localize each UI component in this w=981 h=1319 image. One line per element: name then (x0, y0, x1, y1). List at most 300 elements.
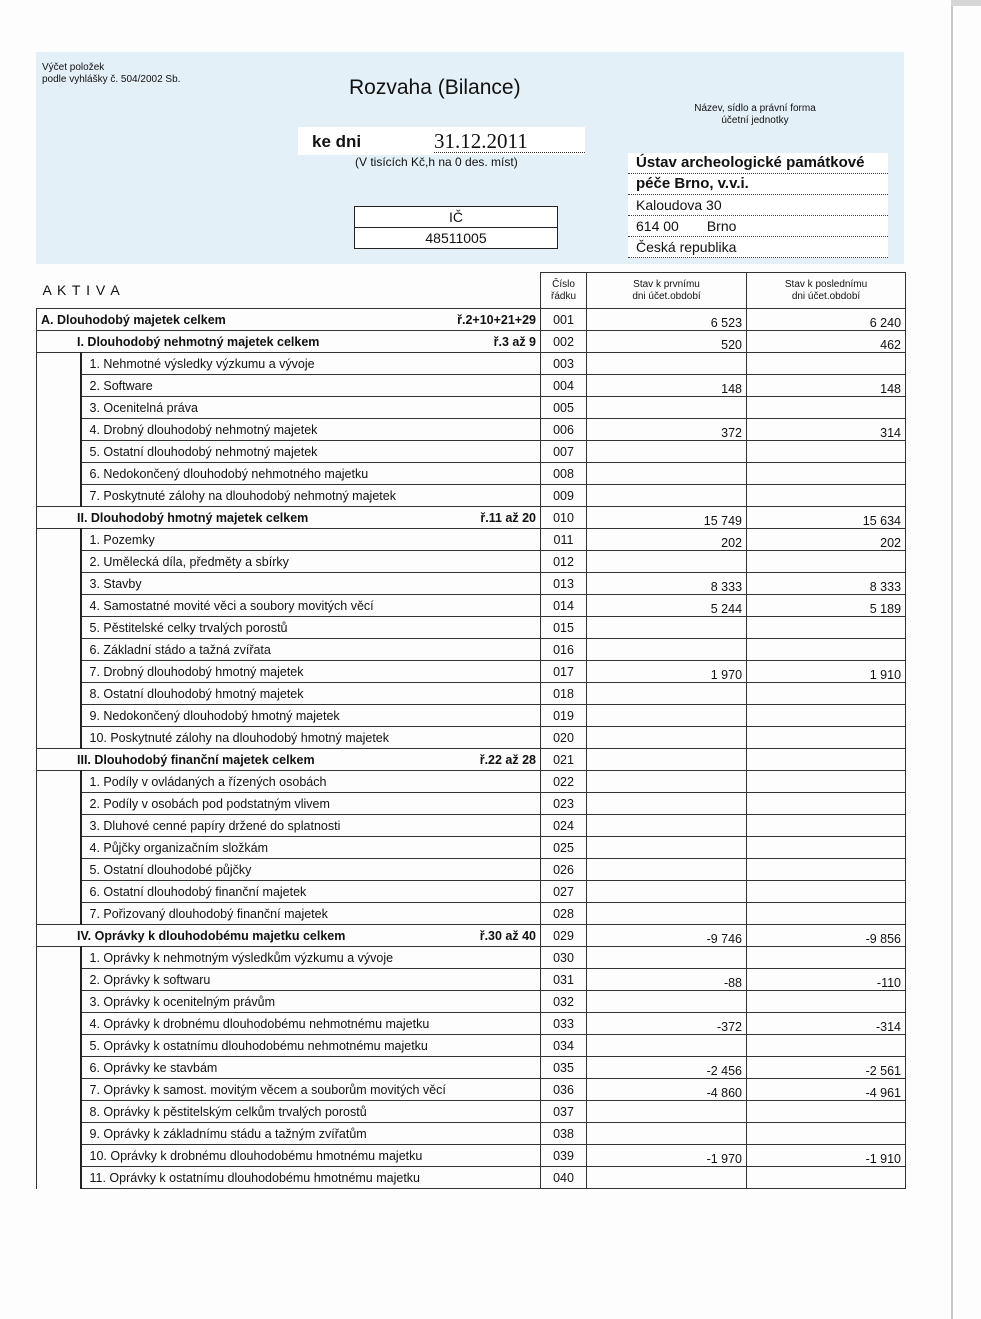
value-first-day: 202 (587, 529, 747, 551)
row-number: 033 (541, 1013, 587, 1035)
row-number: 010 (541, 507, 587, 529)
row-label: 7. Drobný dlouhodobý hmotný majetek (89, 664, 304, 679)
unit-address-box (628, 153, 888, 258)
row-number: 038 (541, 1123, 587, 1145)
row-label: 5. Oprávky k ostatnímu dlouhodobému nehmotnému majetku (89, 1038, 428, 1053)
value-first-day (587, 903, 747, 925)
table-row (37, 529, 906, 551)
row-label-cell (81, 485, 541, 507)
row-number: 037 (541, 1101, 587, 1123)
row-label: 3. Stavby (89, 576, 142, 591)
value-first-day (587, 859, 747, 881)
table-row (37, 1123, 906, 1145)
row-label: 4. Drobný dlouhodobý nehmotný majetek (89, 422, 318, 437)
row-number: 035 (541, 1057, 587, 1079)
row-reference: ř.2+10+21+29 (457, 312, 537, 327)
unit-name-line2: péče Brno, v.v.i. (628, 174, 888, 195)
row-number: 018 (541, 683, 587, 705)
indent-cell (37, 1013, 81, 1035)
row-label-cell (81, 1145, 541, 1167)
table-row (37, 507, 906, 529)
value-last-day (747, 903, 906, 925)
row-label-cell (37, 925, 541, 947)
ic-label: IČ (355, 207, 557, 228)
table-row (37, 705, 906, 727)
row-label-cell (81, 903, 541, 925)
value-last-day (747, 1167, 906, 1189)
indent-cell (37, 1167, 81, 1189)
col-row-line2: řádku (551, 290, 577, 302)
row-label: 3. Dluhové cenné papíry držené do splatnosti (89, 818, 341, 833)
unit-caption-line2: účetní jednotky (721, 115, 789, 126)
value-last-day: 148 (747, 375, 906, 397)
indent-cell (37, 419, 81, 441)
row-label-cell (81, 1057, 541, 1079)
row-label-cell (81, 815, 541, 837)
row-label: 2. Software (89, 378, 153, 393)
indent-cell (37, 881, 81, 903)
row-label-cell (81, 727, 541, 749)
value-last-day: 202 (747, 529, 906, 551)
row-label-cell (81, 1079, 541, 1101)
ic-value: 48511005 (425, 230, 487, 246)
table-row (37, 771, 906, 793)
indent-cell (37, 529, 81, 551)
value-last-day (747, 1101, 906, 1123)
indent-cell (37, 1123, 81, 1145)
row-label: 10. Oprávky k drobnému dlouhodobému hmotnému majetku (89, 1148, 423, 1163)
indent-cell (37, 617, 81, 639)
indent-cell (37, 595, 81, 617)
row-label: 6. Nedokončený dlouhodobý nehmotného majetku (89, 466, 369, 481)
value-first-day (587, 771, 747, 793)
row-label-cell (81, 397, 541, 419)
value-first-day (587, 991, 747, 1013)
value-first-day (587, 815, 747, 837)
row-label: 10. Poskytnuté zálohy na dlouhodobý hmotný majetek (89, 730, 389, 745)
row-number: 020 (541, 727, 587, 749)
value-first-day: 372 (587, 419, 747, 441)
row-number: 023 (541, 793, 587, 815)
row-label-cell (81, 661, 541, 683)
row-label-cell (37, 309, 541, 331)
col-header-first-day (587, 273, 747, 309)
row-label: 6. Ostatní dlouhodobý finanční majetek (89, 884, 307, 899)
indent-cell (37, 793, 81, 815)
row-label-cell (81, 1013, 541, 1035)
value-last-day (747, 727, 906, 749)
table-row (37, 727, 906, 749)
value-first-day: -88 (587, 969, 747, 991)
value-first-day: -2 456 (587, 1057, 747, 1079)
row-label: IV. Oprávky k dlouhodobému majetku celkem (77, 928, 346, 943)
balance-table (36, 272, 906, 1189)
table-row (37, 947, 906, 969)
page-edge (951, 0, 953, 1319)
row-reference: ř.3 až 9 (493, 334, 537, 349)
indent-cell (37, 485, 81, 507)
row-label-cell (81, 463, 541, 485)
table-row (37, 793, 906, 815)
table-header-row (37, 273, 906, 309)
table-row (37, 419, 906, 441)
value-last-day (747, 837, 906, 859)
value-first-day: 520 (587, 331, 747, 353)
row-label-cell (81, 683, 541, 705)
row-number: 014 (541, 595, 587, 617)
value-first-day (587, 683, 747, 705)
row-label-cell (81, 551, 541, 573)
row-label-cell (81, 705, 541, 727)
col-last-line1: Stav k poslednímu (784, 278, 868, 290)
date-value: 31.12.2011 (434, 129, 528, 153)
value-first-day (587, 397, 747, 419)
indent-cell (37, 375, 81, 397)
value-first-day (587, 1123, 747, 1145)
table-row (37, 331, 906, 353)
row-label: 2. Podíly v osobách pod podstatným vlivem (89, 796, 330, 811)
col-first-line2: dni účet.období (632, 290, 701, 302)
value-last-day: -110 (747, 969, 906, 991)
row-number: 021 (541, 749, 587, 771)
indent-cell (37, 727, 81, 749)
table-row (37, 969, 906, 991)
legal-note-line1: Výčet položek (42, 62, 105, 73)
row-label: 7. Oprávky k samost. movitým věcem a souborům movitých věcí (89, 1082, 446, 1097)
col-row-line1: Číslo (552, 278, 575, 290)
value-last-day: 1 910 (747, 661, 906, 683)
row-number: 011 (541, 529, 587, 551)
row-number: 031 (541, 969, 587, 991)
indent-cell (37, 1035, 81, 1057)
table-row (37, 309, 906, 331)
indent-cell (37, 1057, 81, 1079)
table-row (37, 925, 906, 947)
row-label: 7. Pořizovaný dlouhodobý finanční majetek (89, 906, 328, 921)
row-label-cell (81, 419, 541, 441)
units-note: (V tisících Kč,h na 0 des. míst) (355, 155, 518, 169)
row-label: 6. Oprávky ke stavbám (89, 1060, 218, 1075)
row-number: 030 (541, 947, 587, 969)
row-label-cell (81, 573, 541, 595)
unit-caption-line1: Název, sídlo a právní forma (694, 103, 816, 114)
ic-box (354, 206, 558, 249)
row-label: 3. Ocenitelná práva (89, 400, 198, 415)
row-number: 002 (541, 331, 587, 353)
row-label: 8. Oprávky k pěstitelským celkům trvalých porostů (89, 1104, 367, 1119)
row-label-cell (81, 1101, 541, 1123)
value-first-day (587, 1167, 747, 1189)
row-label-cell (81, 441, 541, 463)
row-label: 1. Pozemky (89, 532, 155, 547)
row-number: 040 (541, 1167, 587, 1189)
table-row (37, 441, 906, 463)
value-first-day: 1 970 (587, 661, 747, 683)
value-last-day (747, 463, 906, 485)
row-label: 8. Ostatní dlouhodobý hmotný majetek (89, 686, 304, 701)
row-label-cell (81, 991, 541, 1013)
table-row (37, 1013, 906, 1035)
table-row (37, 1167, 906, 1189)
table-row (37, 551, 906, 573)
value-first-day (587, 639, 747, 661)
indent-cell (37, 353, 81, 375)
row-label: 4. Samostatné movité věci a soubory movitých věcí (89, 598, 374, 613)
row-label: II. Dlouhodobý hmotný majetek celkem (77, 510, 309, 525)
value-first-day (587, 463, 747, 485)
value-last-day: -4 961 (747, 1079, 906, 1101)
row-label-cell (81, 837, 541, 859)
value-first-day (587, 705, 747, 727)
unit-zip: 614 00 (636, 218, 679, 234)
row-label-cell (81, 969, 541, 991)
indent-cell (37, 837, 81, 859)
row-label: 5. Ostatní dlouhodobý nehmotný majetek (89, 444, 318, 459)
value-first-day (587, 485, 747, 507)
value-last-day (747, 397, 906, 419)
row-label: 5. Ostatní dlouhodobé půjčky (89, 862, 252, 877)
row-label: 1. Oprávky k nehmotným výsledkům výzkumu a vývoje (89, 950, 394, 965)
legal-note-line2: podle vyhlášky č. 504/2002 Sb. (42, 74, 181, 85)
row-number: 024 (541, 815, 587, 837)
table-row (37, 749, 906, 771)
col-last-line2: dni účet.období (791, 290, 861, 302)
section-title: A K T I V A (37, 273, 541, 309)
value-last-day (747, 1123, 906, 1145)
row-number: 034 (541, 1035, 587, 1057)
row-number: 025 (541, 837, 587, 859)
row-number: 027 (541, 881, 587, 903)
value-last-day: 15 634 (747, 507, 906, 529)
value-first-day (587, 727, 747, 749)
value-last-day (747, 793, 906, 815)
indent-cell (37, 1101, 81, 1123)
row-label: 9. Nedokončený dlouhodobý hmotný majetek (89, 708, 340, 723)
row-number: 026 (541, 859, 587, 881)
value-last-day (747, 881, 906, 903)
value-last-day: 462 (747, 331, 906, 353)
row-number: 003 (541, 353, 587, 375)
table-row (37, 617, 906, 639)
value-last-day (747, 705, 906, 727)
value-last-day: 6 240 (747, 309, 906, 331)
table-row (37, 1079, 906, 1101)
row-reference: ř.22 až 28 (479, 752, 537, 767)
value-first-day (587, 793, 747, 815)
value-first-day: -4 860 (587, 1079, 747, 1101)
value-last-day (747, 991, 906, 1013)
value-first-day (587, 551, 747, 573)
indent-cell (37, 815, 81, 837)
indent-cell (37, 661, 81, 683)
value-last-day (747, 859, 906, 881)
value-first-day: 15 749 (587, 507, 747, 529)
value-first-day (587, 1101, 747, 1123)
value-last-day: 5 189 (747, 595, 906, 617)
row-label: A. Dlouhodobý majetek celkem (41, 312, 226, 327)
row-label: 4. Půjčky organizačním složkám (89, 840, 269, 855)
value-last-day: 8 333 (747, 573, 906, 595)
col-first-line1: Stav k prvnímu (633, 278, 700, 290)
row-label: 11. Oprávky k ostatnímu dlouhodobému hmotnému majetku (89, 1170, 420, 1185)
table-row (37, 837, 906, 859)
table-row (37, 1057, 906, 1079)
date-underline (434, 152, 585, 153)
value-first-day (587, 947, 747, 969)
table-row (37, 1035, 906, 1057)
row-number: 028 (541, 903, 587, 925)
row-label-cell (37, 749, 541, 771)
value-first-day (587, 837, 747, 859)
value-last-day (747, 639, 906, 661)
row-label: 6. Základní stádo a tažná zvířata (89, 642, 271, 657)
indent-cell (37, 397, 81, 419)
unit-caption (680, 103, 830, 127)
value-first-day: -1 970 (587, 1145, 747, 1167)
value-last-day (747, 551, 906, 573)
row-number: 013 (541, 573, 587, 595)
unit-name-line1: Ústav archeologické památkové (628, 153, 888, 174)
row-label-cell (81, 617, 541, 639)
legal-note (42, 62, 180, 86)
value-last-day (747, 815, 906, 837)
table-row (37, 1145, 906, 1167)
page-title: Rozvaha (Bilance) (349, 76, 521, 99)
page-edge-top (951, 0, 981, 6)
row-label: 1. Podíly v ovládaných a řízených osobách (89, 774, 327, 789)
value-first-day (587, 353, 747, 375)
table-row (37, 375, 906, 397)
row-number: 029 (541, 925, 587, 947)
value-first-day: 8 333 (587, 573, 747, 595)
value-last-day: -9 856 (747, 925, 906, 947)
table-row (37, 353, 906, 375)
table-row (37, 463, 906, 485)
row-label-cell (37, 331, 541, 353)
row-label-cell (81, 639, 541, 661)
table-row (37, 595, 906, 617)
value-last-day (747, 771, 906, 793)
indent-cell (37, 969, 81, 991)
value-first-day: -372 (587, 1013, 747, 1035)
value-first-day (587, 441, 747, 463)
col-header-row-number (541, 273, 587, 309)
row-label-cell (81, 529, 541, 551)
indent-cell (37, 573, 81, 595)
table-row (37, 639, 906, 661)
date-label: ke dni (312, 132, 362, 151)
unit-city: Brno (706, 218, 737, 234)
indent-cell (37, 859, 81, 881)
row-number: 006 (541, 419, 587, 441)
unit-street: Kaloudova 30 (628, 195, 888, 216)
indent-cell (37, 771, 81, 793)
value-last-day: -2 561 (747, 1057, 906, 1079)
col-header-last-day (747, 273, 906, 309)
row-label: III. Dlouhodobý finanční majetek celkem (77, 752, 315, 767)
row-number: 019 (541, 705, 587, 727)
row-number: 032 (541, 991, 587, 1013)
row-number: 005 (541, 397, 587, 419)
row-label: 5. Pěstitelské celky trvalých porostů (89, 620, 288, 635)
table-row (37, 881, 906, 903)
table-row (37, 573, 906, 595)
row-label-cell (81, 881, 541, 903)
value-last-day (747, 353, 906, 375)
value-first-day (587, 881, 747, 903)
indent-cell (37, 441, 81, 463)
value-first-day: 5 244 (587, 595, 747, 617)
row-number: 004 (541, 375, 587, 397)
value-last-day (747, 749, 906, 771)
row-label-cell (37, 507, 541, 529)
row-label: I. Dlouhodobý nehmotný majetek celkem (77, 334, 320, 349)
row-label-cell (81, 947, 541, 969)
indent-cell (37, 463, 81, 485)
row-label: 9. Oprávky k základnímu stádu a tažným zvířatům (89, 1126, 367, 1141)
row-number: 008 (541, 463, 587, 485)
indent-cell (37, 903, 81, 925)
row-number: 022 (541, 771, 587, 793)
value-last-day: -1 910 (747, 1145, 906, 1167)
value-first-day (587, 617, 747, 639)
table-row (37, 661, 906, 683)
row-label-cell (81, 859, 541, 881)
indent-cell (37, 639, 81, 661)
value-first-day: 148 (587, 375, 747, 397)
row-number: 017 (541, 661, 587, 683)
row-label: 2. Oprávky k softwaru (89, 972, 211, 987)
value-last-day (747, 1035, 906, 1057)
row-reference: ř.11 až 20 (480, 510, 537, 525)
value-last-day (747, 441, 906, 463)
value-last-day: -314 (747, 1013, 906, 1035)
value-last-day (747, 617, 906, 639)
value-first-day: -9 746 (587, 925, 747, 947)
value-first-day (587, 749, 747, 771)
indent-cell (37, 705, 81, 727)
value-last-day (747, 485, 906, 507)
table-row (37, 859, 906, 881)
row-label-cell (81, 1035, 541, 1057)
table-row (37, 815, 906, 837)
row-number: 036 (541, 1079, 587, 1101)
row-label: 1. Nehmotné výsledky výzkumu a vývoje (89, 356, 315, 371)
table-row (37, 991, 906, 1013)
row-label: 2. Umělecká díla, předměty a sbírky (89, 554, 289, 569)
indent-cell (37, 683, 81, 705)
value-last-day: 314 (747, 419, 906, 441)
row-label-cell (81, 793, 541, 815)
row-label: 7. Poskytnuté zálohy na dlouhodobý nehmotný majetek (89, 488, 396, 503)
unit-country: Česká republika (628, 237, 888, 258)
row-label-cell (81, 771, 541, 793)
value-first-day: 6 523 (587, 309, 747, 331)
row-number: 015 (541, 617, 587, 639)
table-row (37, 1101, 906, 1123)
unit-city-line (628, 216, 888, 237)
indent-cell (37, 1145, 81, 1167)
date-box (298, 127, 585, 155)
value-first-day (587, 1035, 747, 1057)
row-label-cell (81, 1167, 541, 1189)
indent-cell (37, 551, 81, 573)
row-number: 012 (541, 551, 587, 573)
row-reference: ř.30 až 40 (479, 928, 537, 943)
indent-cell (37, 991, 81, 1013)
row-number: 016 (541, 639, 587, 661)
row-number: 007 (541, 441, 587, 463)
